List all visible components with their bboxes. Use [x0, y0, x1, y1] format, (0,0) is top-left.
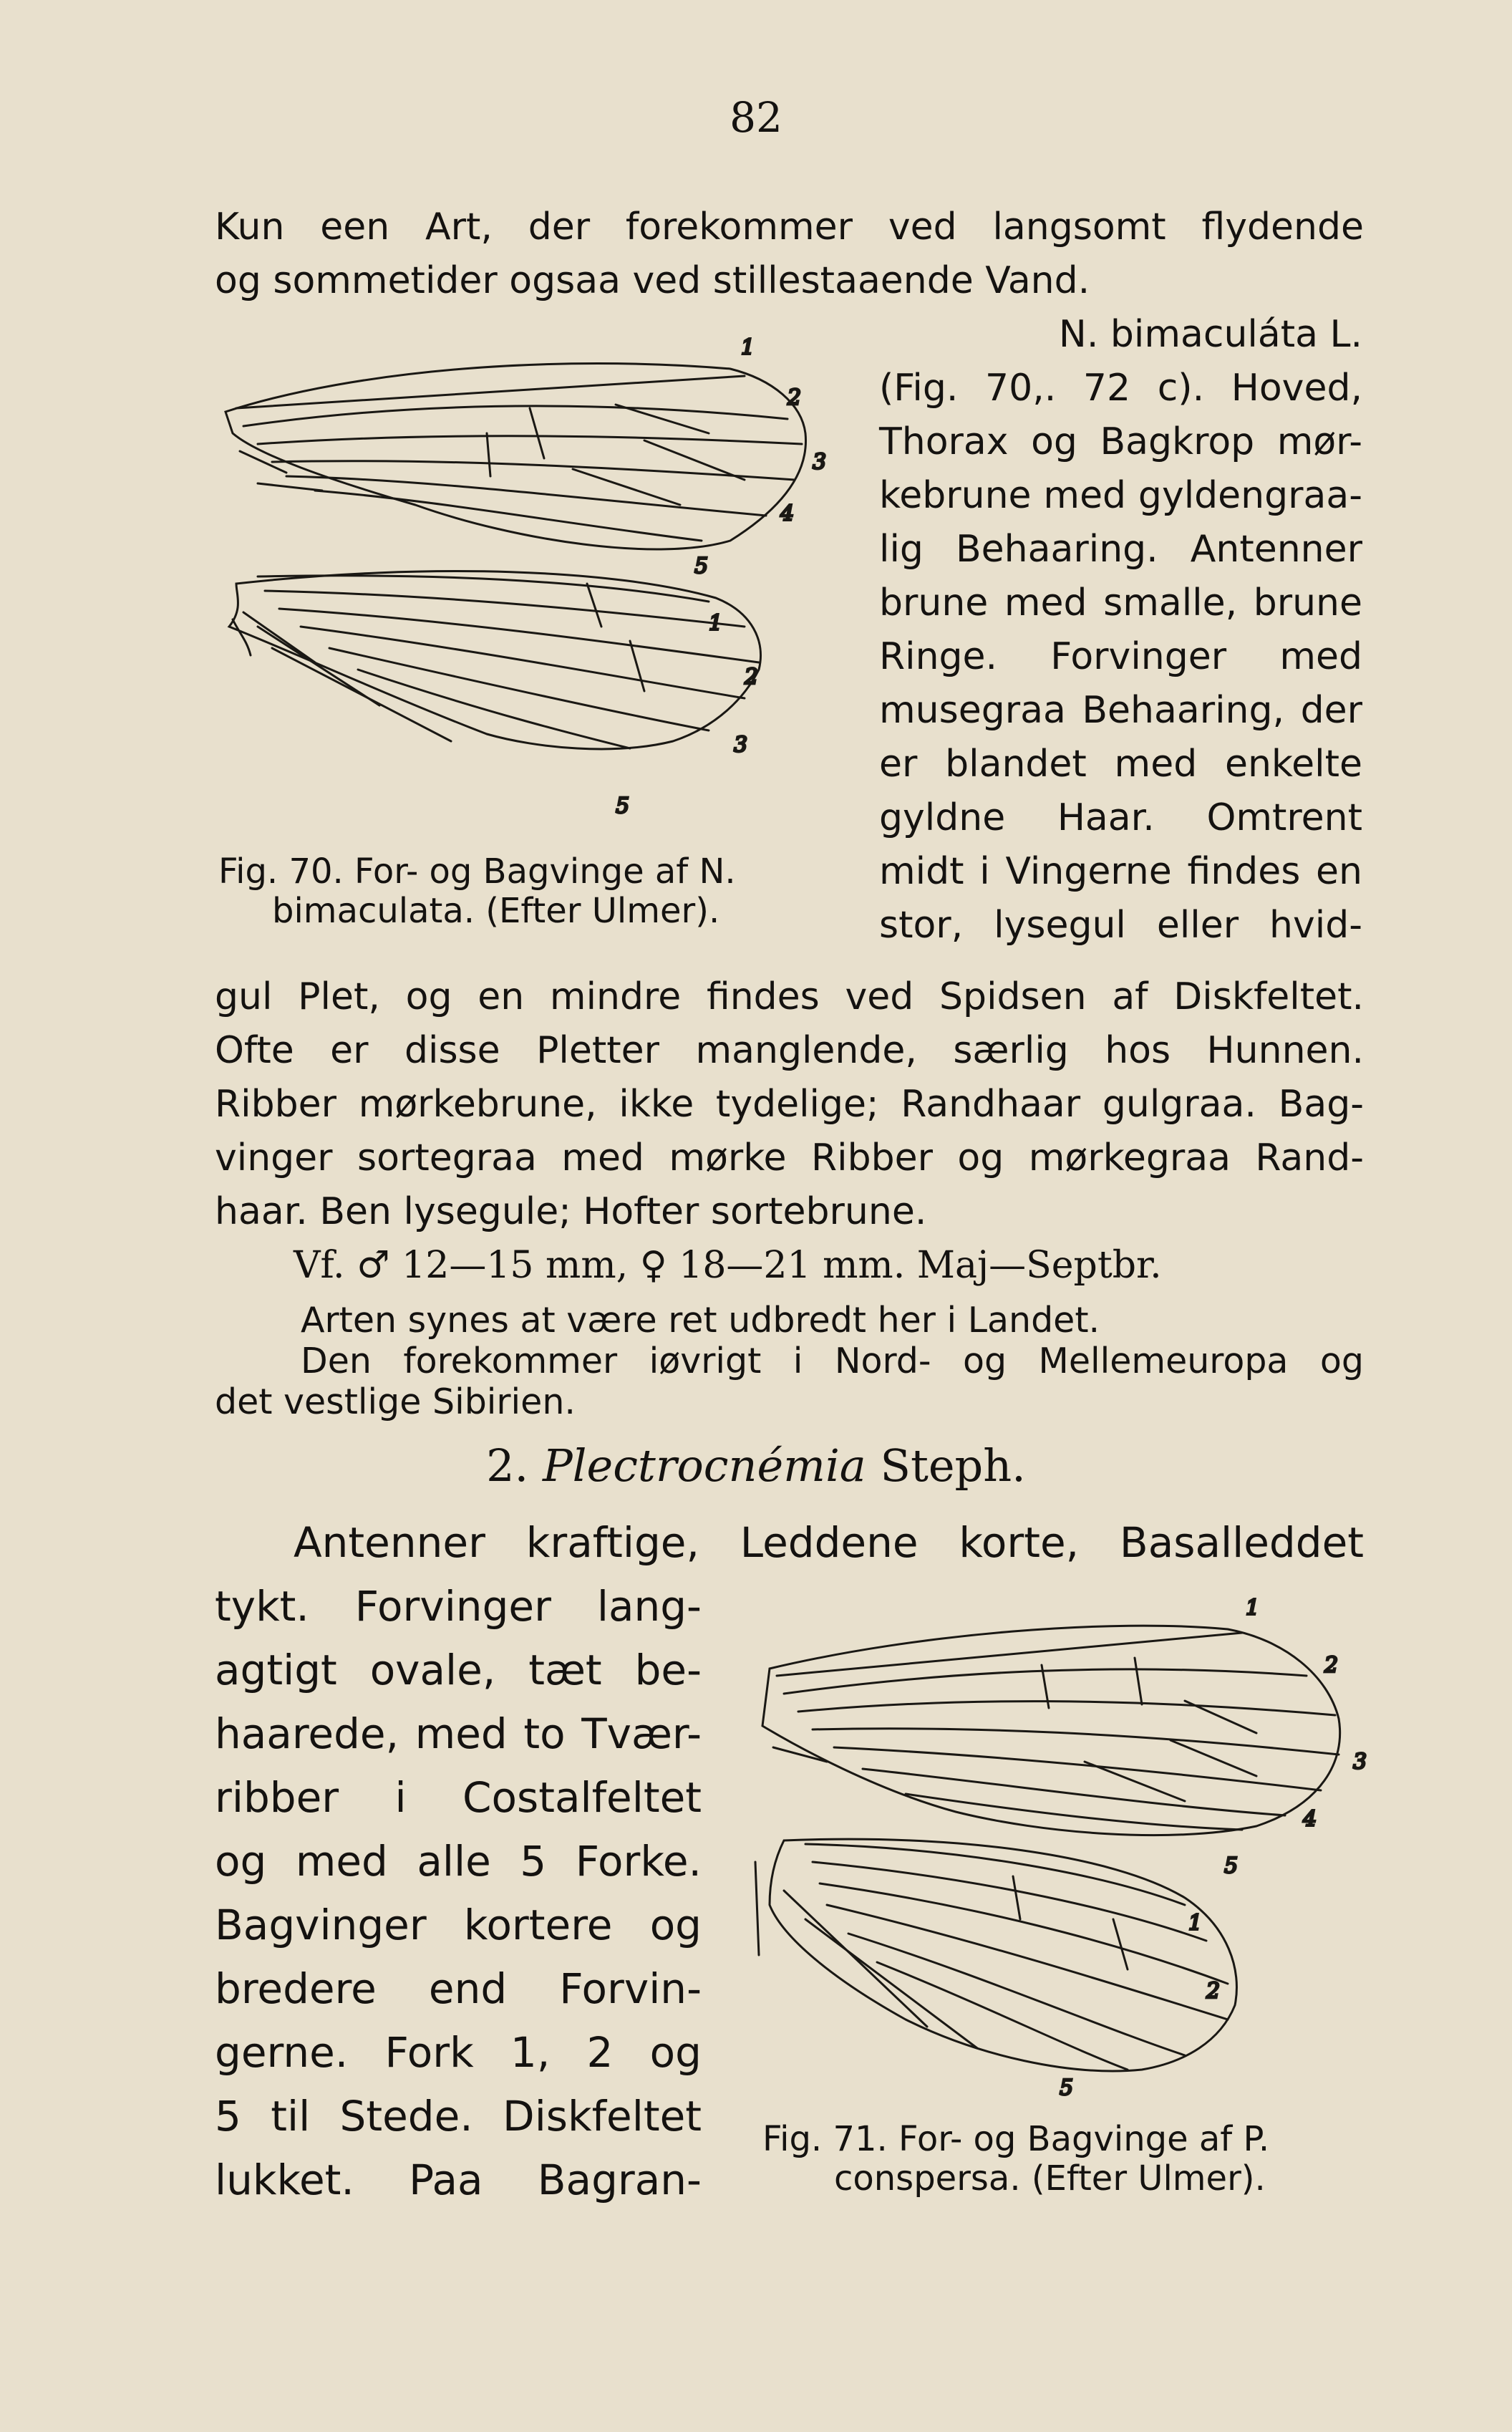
species-name: N. bimaculáta L.: [1058, 313, 1362, 356]
section-number: 2.: [486, 1439, 529, 1492]
fig70-fore-label-5: 5: [694, 554, 709, 579]
genus-first-line: Antenner kraftige, Leddene korte, Basalleddet: [294, 1518, 1364, 1567]
fig70-fore-label-4: 4: [780, 501, 795, 526]
fig71-hind-label-1: 1: [1188, 1911, 1203, 1936]
intro-paragraph: [215, 201, 1364, 308]
genus-description-left: tykt. Forvinger lang- agtigt ovale, tæt be- haarede, med to Tvær- ribber i Costalfeltet og med alle 5 Forke. Bagvinger kortere og bredere end Forvin- gerne. Fork 1, 2 og 5 til Stede. Diskfeltet lukket. Paa Bagran-: [215, 1582, 702, 2204]
fig71-hind-label-2: 2: [1206, 1979, 1221, 2004]
intro-line-2: og sommetider ogsaa ved stillestaaende Vand.: [215, 259, 1090, 302]
species-measurements: Vf. ♂ 12—15 mm, ♀ 18—21 mm. Maj—Septbr.: [294, 1244, 1162, 1287]
fig70-fore-label-1: 1: [741, 335, 755, 360]
species-description-right: N. bimaculáta L. (Fig. 70,. 72 c). Hoved, Thorax og Bagkrop mør- kebrune med gyldengraa- lig Behaaring. Antenner brune med smalle, brune Ringe. Forvinger med musegraa Behaaring, der er blandet med enkelte gyldne Haar. Omtrent midt i Vingerne findes en stor, lysegul eller hvid-: [879, 308, 1362, 952]
genus-name: Plectrocnémia: [542, 1439, 866, 1492]
page-number: 82: [730, 93, 782, 142]
fig71-fore-label-2: 2: [1324, 1653, 1339, 1678]
genus-author: Steph.: [880, 1439, 1026, 1492]
fig70-hind-label-1: 1: [709, 611, 723, 636]
species-distribution: Arten synes at være ret udbredt her i Landet. Den forekommer iøvrigt i Nord- og Mellemeuropa og det vestlige Sibirien.: [215, 1300, 1364, 1422]
fig71-hind-label-5: 5: [1060, 2075, 1074, 2100]
intro-line-1: Kun een Art, der forekommer ved langsomt flydende: [215, 206, 1364, 248]
fig71-fore-label-3: 3: [1353, 1750, 1367, 1775]
fig71-fore-label-5: 5: [1224, 1853, 1239, 1878]
fig70-hind-label-5: 5: [616, 793, 630, 819]
fig71-fore-label-4: 4: [1303, 1807, 1317, 1832]
figure-70-wings: [215, 326, 859, 841]
fig70-fore-label-2: 2: [788, 385, 802, 410]
fig70-hind-label-3: 3: [734, 733, 748, 758]
figure-71-caption: Fig. 71. For- og Bagvinge af P. conspersa. (Efter Ulmer).: [762, 2119, 1270, 2199]
figure-71-wings: [741, 1597, 1385, 2113]
figure-70-caption: Fig. 70. For- og Bagvinge af N. bimaculata. (Efter Ulmer).: [218, 851, 736, 931]
fig70-hind-label-2: 2: [745, 665, 759, 690]
species-description-full: gul Plet, og en mindre findes ved Spidsen af Diskfeltet. Ofte er disse Pletter manglende, særlig hos Hunnen. Ribber mørkebrune, ikke tydelige; Randhaar gulgraa. Bag- vinger sortegraa med mørke Ribber og mørkegraa Rand- haar. Ben lysegule; Hofter sortebrune. Vf. ♂ 12—15 mm, ♀ 18—21 mm. Maj—Septbr.: [215, 970, 1364, 1293]
fig71-fore-label-1: 1: [1246, 1597, 1260, 1621]
fig70-fore-label-3: 3: [813, 450, 827, 475]
section-heading: [0, 1439, 1512, 1492]
